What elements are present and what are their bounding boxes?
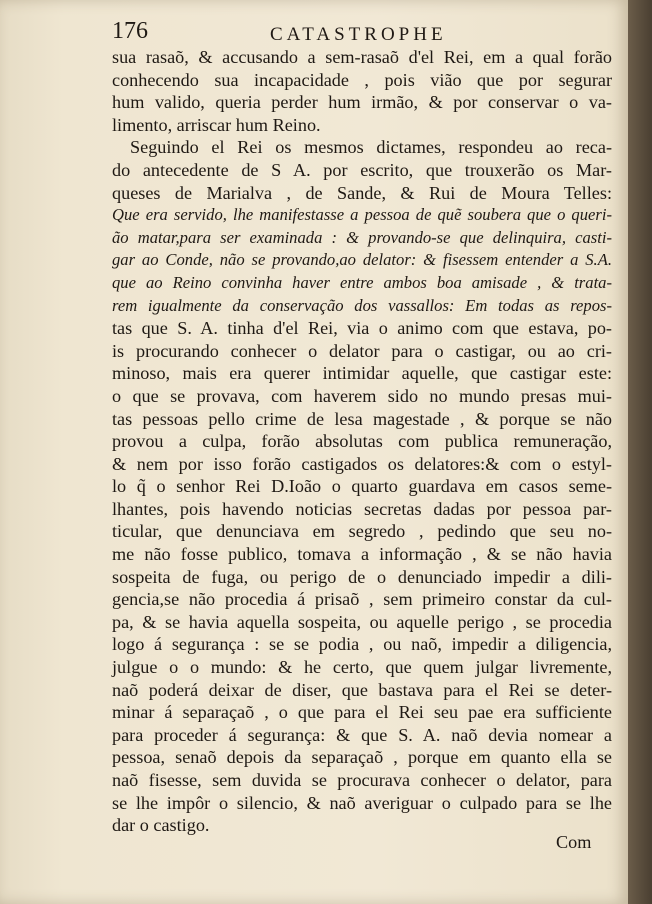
- text-line: Que era servido, lhe manifestasse a pessoa de quẽ soubera que o queri-: [112, 205, 612, 225]
- text-line: naõ poderá deixar de diser, que bastava para el Rei se deter-: [112, 679, 612, 700]
- text-line: Seguindo el Rei os mesmos dictames, respondeu ao reca-: [130, 137, 612, 158]
- running-head: CATASTROPHE: [270, 24, 447, 45]
- text-line: pessoa, senaõ depois da separaçaõ , porque em quanto ella se: [112, 747, 612, 768]
- text-line: conhecendo sua incapacidade , pois vião que por segurar: [112, 69, 612, 90]
- body-text: [112, 46, 612, 837]
- text-line: ão matar,para ser examinada : & provando-se que delinquira, casti-: [112, 227, 612, 247]
- text-line: ticular, que denunciava em segredo , pedindo que seu no-: [112, 521, 612, 542]
- text-line: is procurando conhecer o delator para o castigar, ou ao cri-: [112, 340, 612, 361]
- text-line: se lhe impôr o silencio, & naõ averiguar o culpado para se lhe: [112, 792, 612, 813]
- page-edge: [628, 0, 652, 904]
- text-line: rem igualmente da conservação dos vassallos: Em todas as repos-: [112, 295, 612, 315]
- text-line: queses de Marialva , de Sande, & Rui de Moura Telles:: [112, 182, 612, 203]
- text-line: para proceder á segurança: & que S. A. naõ devia nomear a: [112, 724, 612, 745]
- text-line: tas pessoas pello crime de lesa magestade , & porque se não: [112, 408, 612, 429]
- text-line: sua rasaõ, & accusando a sem-rasaõ d'el Rei, em a qual forão: [112, 47, 612, 67]
- text-line: dar o castigo.: [112, 815, 210, 836]
- page-header: [0, 16, 628, 50]
- text-line: hum valido, queria perder hum irmão, & por conservar o va-: [112, 92, 612, 113]
- text-line: que ao Reino convinha haver entre ambos boa amisade , & trata-: [112, 272, 612, 292]
- text-line: lhantes, pois havendo noticias secretas dadas por pessoa par-: [112, 498, 612, 519]
- text-line: logo á segurança : se se podia , ou naõ, impedir a diligencia,: [112, 634, 612, 655]
- text-line: do antecedente de S A. por escrito, que trouxerão os Mar-: [112, 159, 612, 180]
- text-line: & nem por isso forão castigados os delatores:& com o estyl-: [112, 453, 612, 474]
- page-number: 176: [112, 18, 148, 44]
- text-line: lo q̃ o senhor Rei D.Ioão o quarto guardava em casos seme-: [112, 476, 612, 497]
- text-line: sospeita de fuga, ou perigo de o denunciado impedir a dili-: [112, 566, 612, 587]
- text-line: gencia,se não procedia á prisaõ , sem primeiro constar da cul-: [112, 589, 612, 610]
- catchword: Com: [556, 832, 592, 852]
- text-line: minoso, mais era querer intimidar aquelle, que castigar este:: [112, 363, 612, 384]
- text-line: limento, arriscar hum Reino.: [112, 114, 321, 135]
- text-line: provou a culpa, forão absolutas com publica remuneração,: [112, 431, 612, 452]
- text-line: minar á separaçaõ , o que para el Rei seu pae era sufficiente: [112, 702, 612, 723]
- text-line: me não fosse publico, tomava a informação , & se não havia: [112, 544, 612, 565]
- text-line: julgue o o mundo: & he certo, que quem julgar livremente,: [112, 657, 612, 678]
- text-line: naõ fisesse, sem duvida se procurava conhecer o delator, para: [112, 770, 612, 790]
- text-line: gar ao Conde, não se provando,ao delator: & fisessem entender a S.A.: [112, 250, 612, 270]
- text-line: o que se provava, com haverem sido no mundo presas mui-: [112, 385, 612, 406]
- text-line: tas que S. A. tinha d'el Rei, via o animo com que estava, po-: [112, 318, 612, 339]
- text-line: pa, & se havia aquella sospeita, ou aquelle perigo , se procedia: [112, 611, 612, 632]
